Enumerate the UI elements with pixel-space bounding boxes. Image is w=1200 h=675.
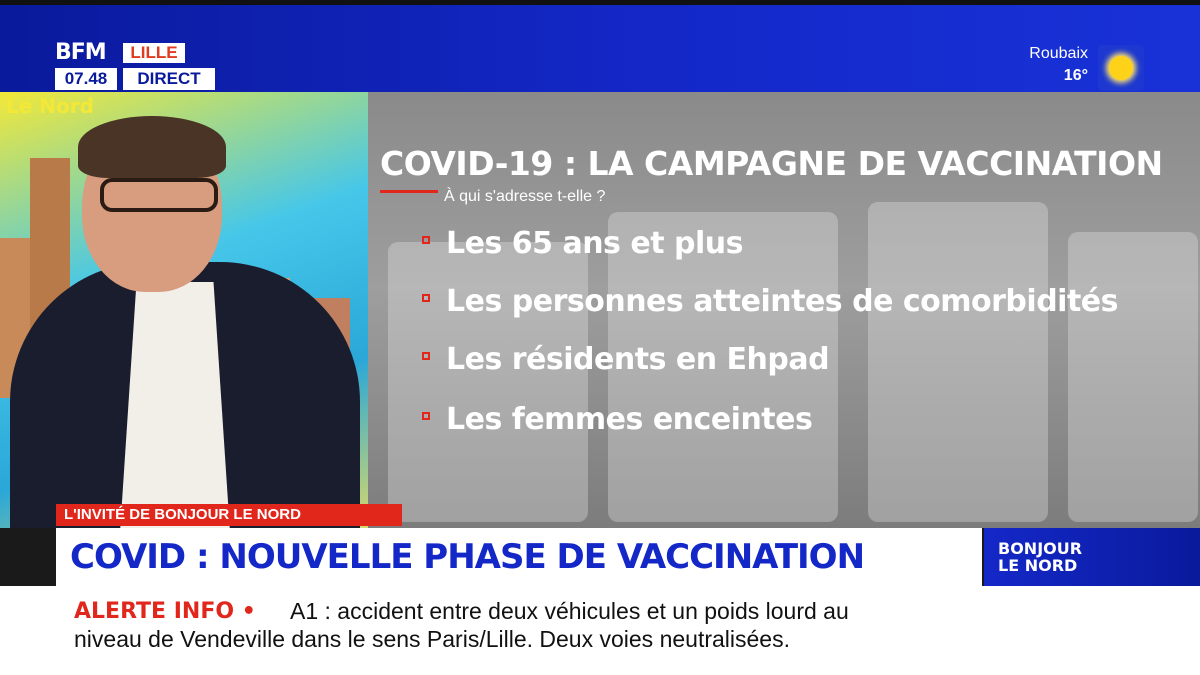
live-badge: DIRECT [123,68,215,90]
brand-name: BFM [55,40,106,65]
show-logo-line: LE NORD [998,556,1078,575]
guest-shirt [120,282,230,528]
infographic-title: COVID-19 : LA CAMPAGNE DE VACCINATION [380,144,1163,183]
headline-banner [56,528,982,586]
list-item-text: Les personnes atteintes de comorbidités [446,284,1118,319]
guest-glasses [100,178,218,212]
guest-tag: L'INVITÉ DE BONJOUR LE NORD [56,504,402,526]
headline-text: COVID : NOUVELLE PHASE DE VACCINATION [70,537,865,577]
background-vial [1068,232,1198,522]
ticker-text-line: niveau de Vendeville dans le sens Paris/Lille. Deux voies neutralisées. [74,626,790,652]
show-logo-line: BONJOUR [998,539,1083,558]
vaccination-infographic [368,92,1200,528]
news-ticker [0,586,1200,675]
square-bullet-icon [422,412,430,420]
clock: 07.48 [55,68,117,90]
sun-icon [1098,45,1144,91]
channel-header [0,0,1200,92]
background-vial [868,202,1048,522]
guest-hair [78,116,226,178]
infographic-subtitle: À qui s'adresse t-elle ? [444,188,606,205]
alert-label: ALERTE INFO • [74,599,256,624]
list-item-text: Les 65 ans et plus [446,226,743,261]
weather-city: Roubaix [1029,45,1088,62]
city-badge: LILLE [123,43,185,63]
square-bullet-icon [422,294,430,302]
square-bullet-icon [422,352,430,360]
studio-backdrop-label: Le Nord [6,94,94,118]
list-item-text: Les résidents en Ehpad [446,342,830,377]
square-bullet-icon [422,236,430,244]
show-logo-text [998,540,1082,574]
ticker-text-line: A1 : accident entre deux véhicules et un poids lourd au [290,598,849,624]
studio-video [0,92,368,528]
list-item-text: Les femmes enceintes [446,402,813,437]
weather-temperature: 16° [1063,67,1088,84]
title-accent-line [380,190,438,193]
show-logo [984,528,1200,586]
